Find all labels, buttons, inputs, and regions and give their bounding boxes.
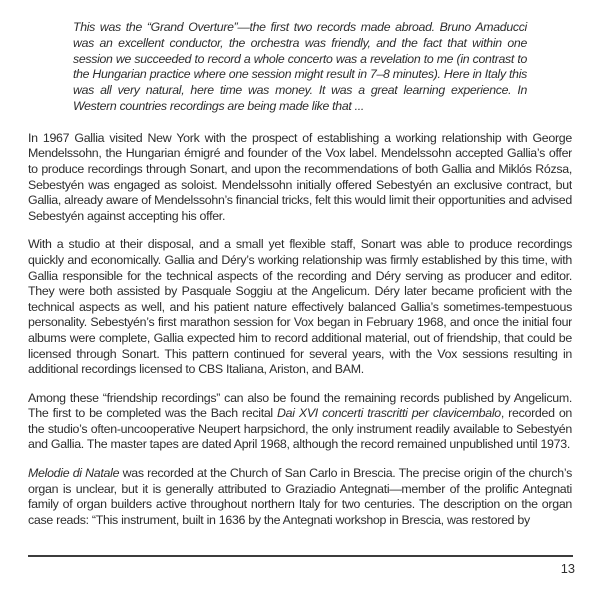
page-number: 13 xyxy=(560,561,575,576)
block-quote-text: This was the “Grand Overture”—the first two records made abroad. Bruno Amaducci was an excellent conductor, the orchestra was friendly, and the fact that within one session we succeeded to record a whole concerto was a revelation to me (in contrast to the Hungarian practice where one session might result in 7–8 minutes). Here in Italy this was all very natural, here time was money. It was a great learning experience. In Western countries recordings are being made like that ... xyxy=(73,20,527,113)
page-content xyxy=(28,20,572,554)
paragraph-vox-relationship xyxy=(28,131,572,225)
block-quote xyxy=(73,20,527,115)
paragraph-sonart-studio xyxy=(28,237,572,377)
album-title-italic: Melodie di Natale xyxy=(28,466,120,481)
paragraph-text: With a studio at their disposal, and a small yet flexible staff, Sonart was able to produce recordings quickly and economically. Gallia and Déry’s working relationship was firmly established by this time, with Gallia responsible for the technical aspects of the recording and Déry serving as producer and editor. They were both assisted by Pasquale Soggiu at the Angelicum. Déry later became proficient with the technical aspects as well, and his patient nature effectively balanced Gallia’s sometimes-tempestuous personality. Sebestyén’s first marathon session for Vox began in February 1968, and once the initial four albums were complete, Gallia expected him to record additional material, out of friendship, that could be licensed through Sonart. This pattern continued for several years, with the Vox sessions resulting in additional recordings licensed to CBS Italiana, Ariston, and BAM. xyxy=(28,237,572,377)
paragraph-text: Among these “friendship recordings” can also be found the remaining records published by Angelicum. The first to be completed was the Bach recital xyxy=(28,390,572,421)
paragraph-text: In 1967 Gallia visited New York with the prospect of establishing a working relationship with George Mendelssohn, the Hungarian émigré and founder of the Vox label. Mendelssohn accepted Gallia’s offer to produce recordings through Sonart, and upon the recommendations of both Gallia and Miklós Rózsa, Sebestyén was engaged as soloist. Mendelssohn initially offered Sebestyén an exclusive contract, but Gallia, already aware of Mendelssohn’s financial tricks, felt this would limit their opportunities and advised Sebestyén against accepting his offer. xyxy=(28,130,572,223)
album-title-italic: Dai XVI concerti trascritti per clavicembalo xyxy=(277,406,501,421)
paragraph-text: was recorded at the Church of San Carlo in Brescia. The precise origin of the church’s organ is unclear, but it is generally attributed to Graziadio Antegnati—member of the prolific Antegnati family of organ builders active throughout northern Italy for two centuries. The description on the organ case reads: “This instrument, built in 1636 by the Antegnati workshop in Brescia, was restored by xyxy=(28,466,572,527)
paragraph-friendship-recordings xyxy=(28,391,572,453)
paragraph-text: , recorded on the studio’s often-uncooperative Neupert harpsichord, the only instrument readily available to Sebestyén and Gallia. The master tapes are dated April 1968, although the record remained unpublished until 1973. xyxy=(28,406,572,452)
footer-divider xyxy=(28,555,573,557)
paragraph-melodie-di-natale xyxy=(28,466,572,528)
